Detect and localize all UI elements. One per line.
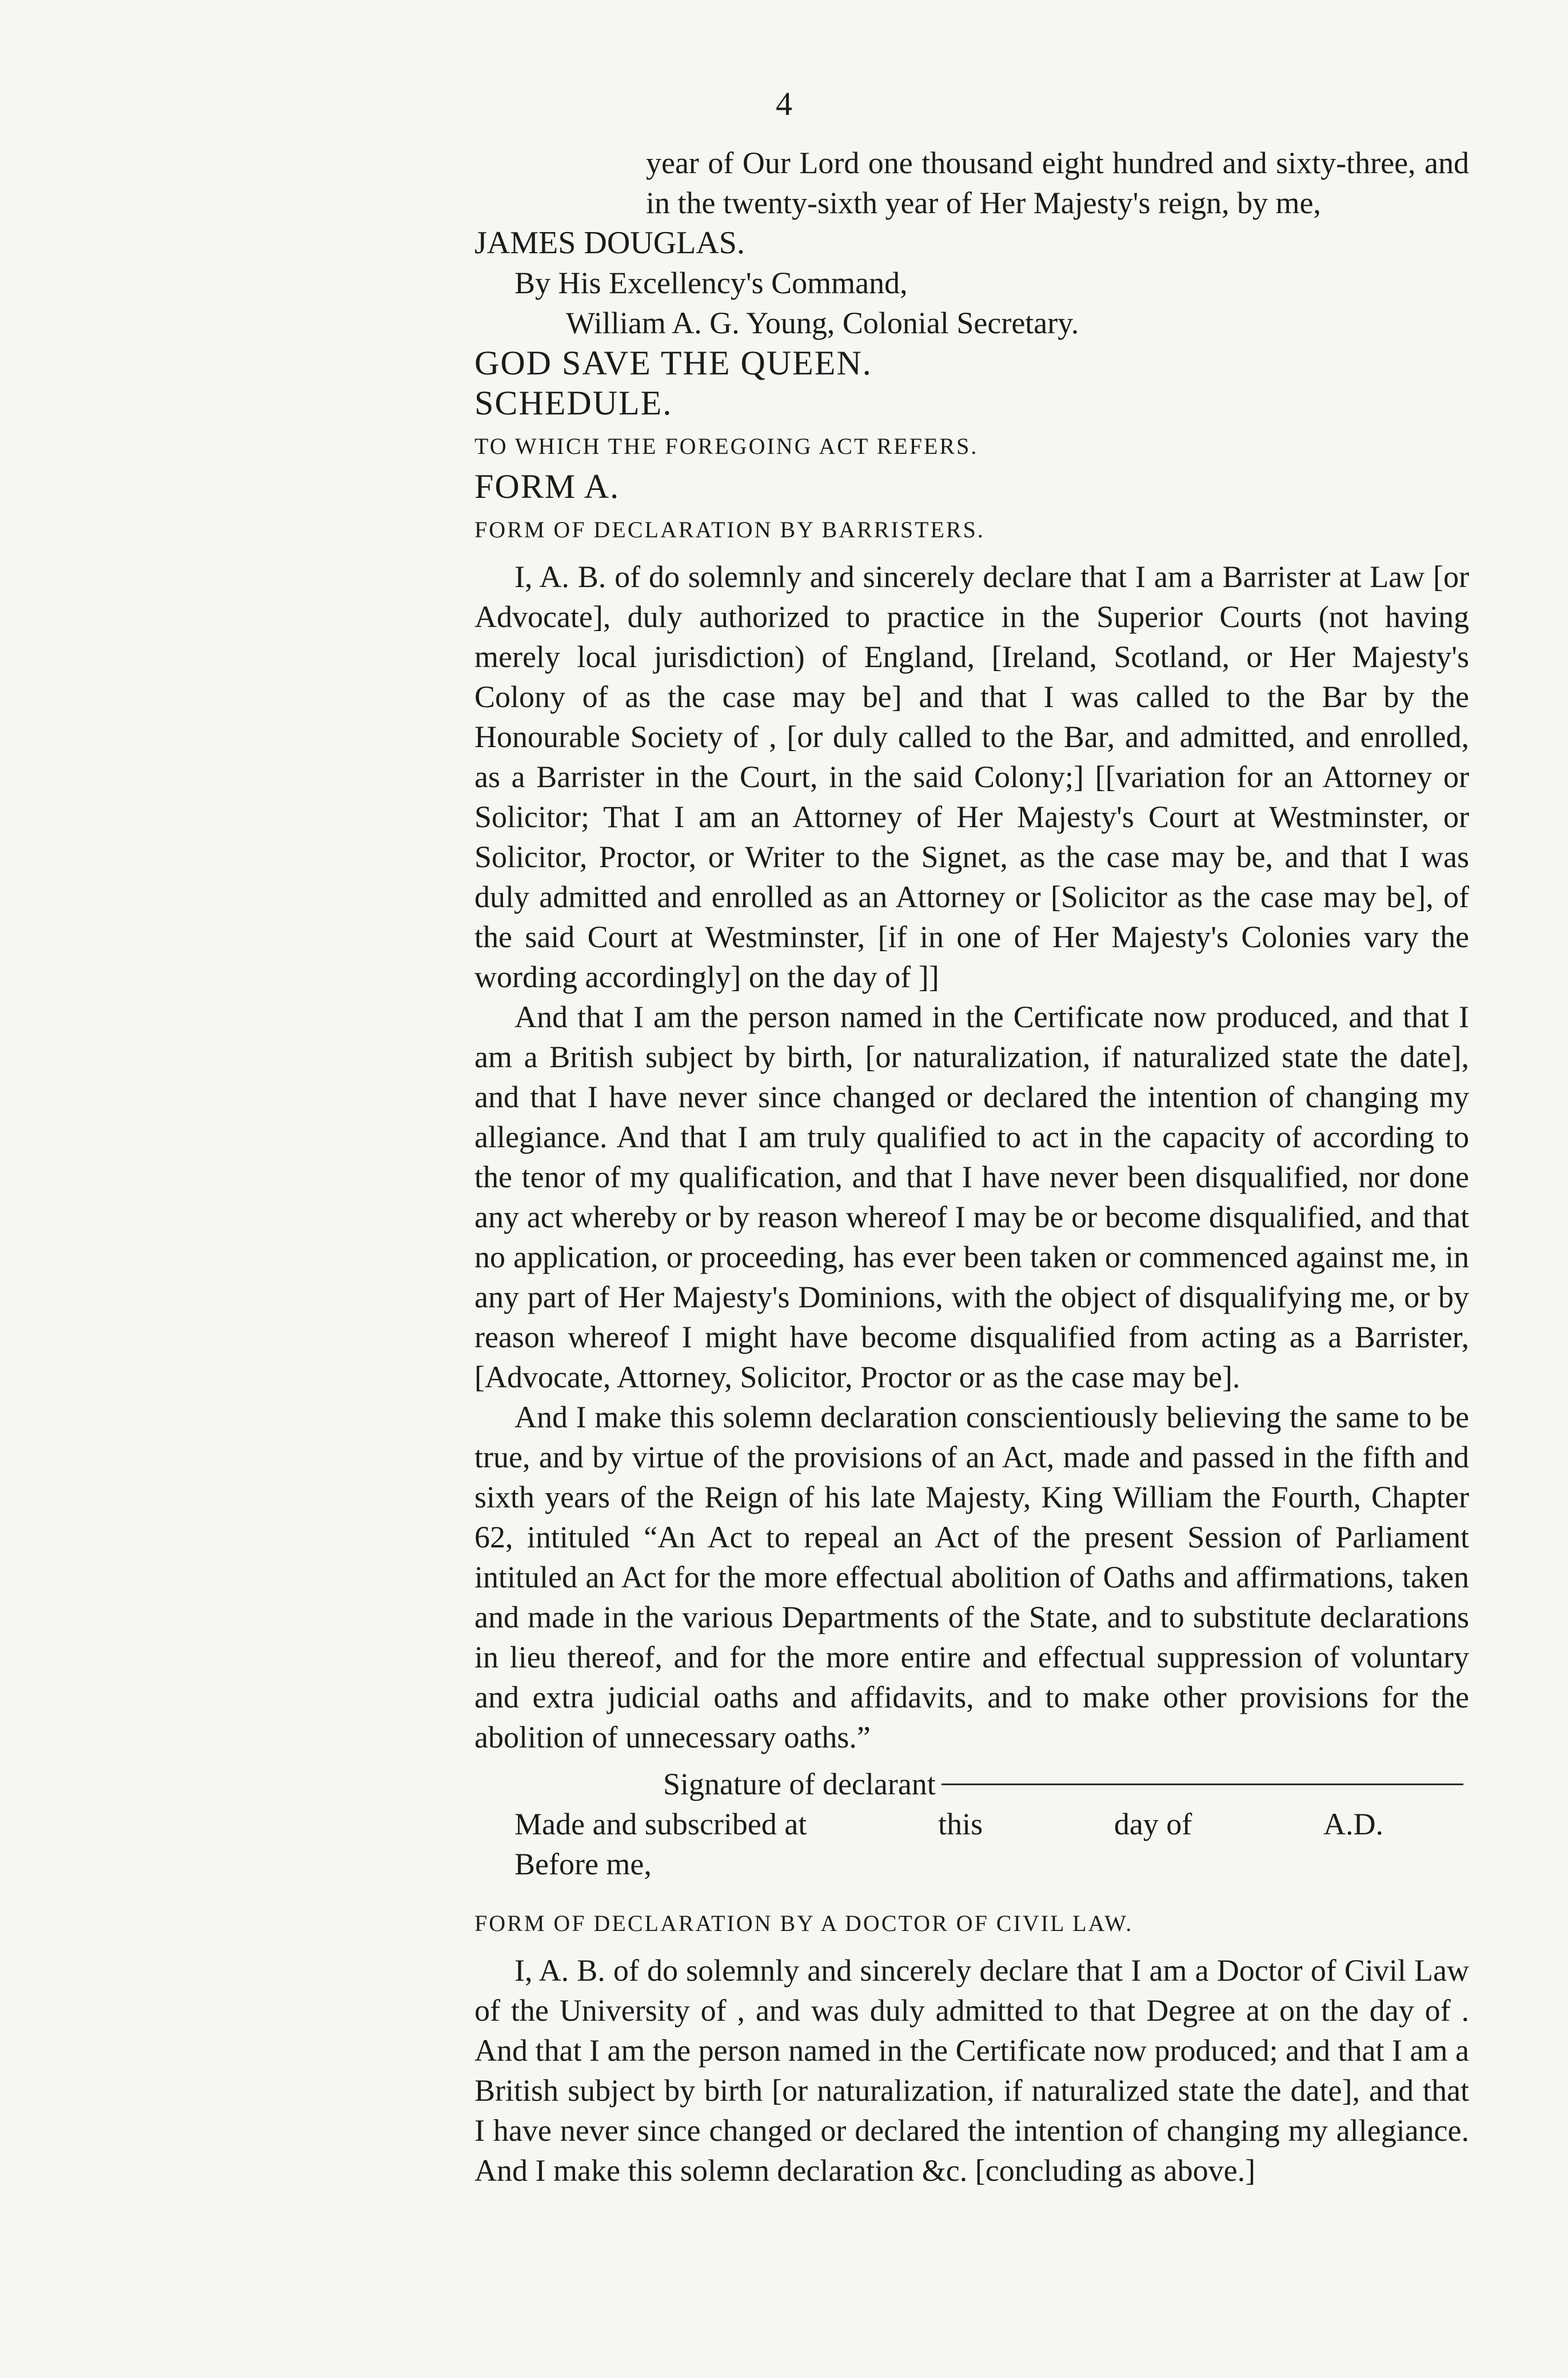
made-subscribed-text: Made and subscribed at — [514, 1807, 807, 1841]
signature-rule — [941, 1784, 1463, 1785]
form-a-subheading: FORM OF DECLARATION BY BARRISTERS. — [474, 517, 985, 542]
before-me: Before me, — [514, 1847, 652, 1881]
day-of-text: day of — [1114, 1807, 1192, 1841]
barrister-declaration-paragraph-3: And I make this solemn declaration conscientiously believing the same to be true, and by virtue of the provisions of an Act, made and passed in the fifth and sixth years of the Reign of his late Majesty, King William the Fourth, Chapter 62, intituled “An Act to repeal an Act of the present Session of Parliament intituled an Act for the more effectual abolition of Oaths and affirmations, taken and made in the various Departments of the State, and to substitute declarations in lieu thereof, and for the more entire and effectual suppression of voluntary and extra judicial oaths and affidavits, and to make other provisions for the abolition of unnecessary oaths.” — [474, 1400, 1469, 1754]
barrister-declaration-paragraph-1: I, A. B. of do solemnly and sincerely declare that I am a Barrister at Law [or Advocate], duly authorized to practice in the Superior Courts (not having merely local jurisdiction) of England, [Ireland, Scotland, or Her Majesty's Colony of as the case may be] and that I was called to the Bar by the Honourable Society of , [or duly called to the Bar, and admitted, and enrolled, as a Barrister in the Court, in the said Colony;] [[variation for an Attorney or Solicitor; That I am an Attorney of Her Majesty's Court at Westminster, or Solicitor, Proctor, or Writer to the Signet, as the case may be, and that I was duly admitted and enrolled as an Attorney or [Solicitor as the case may be], of the said Court at Westminster, [if in one of Her Majesty's Colonies vary the wording accordingly] on the day of ]] — [474, 560, 1469, 994]
signature-label: Signature of declarant — [663, 1767, 936, 1801]
text-column — [474, 143, 1469, 2191]
god-save-the-queen: GOD SAVE THE QUEEN. — [474, 344, 872, 382]
command-line: By His Excellency's Command, — [514, 266, 908, 300]
schedule-subheading: TO WHICH THE FOREGOING ACT REFERS. — [474, 433, 979, 459]
form-a-heading: FORM A. — [474, 468, 620, 505]
opening-paragraph: year of Our Lord one thousand eight hundred and sixty-three, and in the twenty-sixth year of Her Majesty's reign, by me, — [646, 146, 1469, 220]
doctor-form-heading: FORM OF DECLARATION BY A DOCTOR OF CIVIL LAW. — [474, 1910, 1134, 1936]
this-text: this — [938, 1807, 983, 1841]
governor-signature: JAMES DOUGLAS. — [474, 225, 745, 261]
doctor-declaration-paragraph: I, A. B. of do solemnly and sincerely declare that I am a Doctor of Civil Law of the University of , and was duly admitted to that Degree at on the day of . And that I am the person named in the Certificate now produced; and that I am a British subject by birth [or naturalization, if naturalized state the date], and that I have never since changed or declared the intention of changing my allegiance. And I make this solemn declaration &c. [concluding as above.] — [474, 1953, 1469, 2188]
made-and-subscribed-row — [474, 1804, 1469, 1844]
page-number: 4 — [776, 85, 792, 122]
signature-line — [474, 1764, 1469, 1804]
ad-text: A.D. — [1323, 1807, 1383, 1841]
schedule-heading: SCHEDULE. — [474, 384, 673, 422]
secretary-line: William A. G. Young, Colonial Secretary. — [566, 306, 1079, 340]
barrister-declaration-paragraph-2: And that I am the person named in the Certificate now produced, and that I am a British subject by birth, [or naturalization, if naturalized state the date], and that I have never since changed or declared the intention of changing my allegiance. And that I am truly qualified to act in the capacity of according to the tenor of my qualification, and that I have never been disqualified, nor done any act whereby or by reason whereof I may be or become disqualified, and that no application, or proceeding, has ever been taken or commenced against me, in any part of Her Majesty's Dominions, with the object of disqualifying me, or by reason whereof I might have become disqualified from acting as a Barrister, [Advocate, Attorney, Solicitor, Proctor or as the case may be]. — [474, 1000, 1469, 1394]
